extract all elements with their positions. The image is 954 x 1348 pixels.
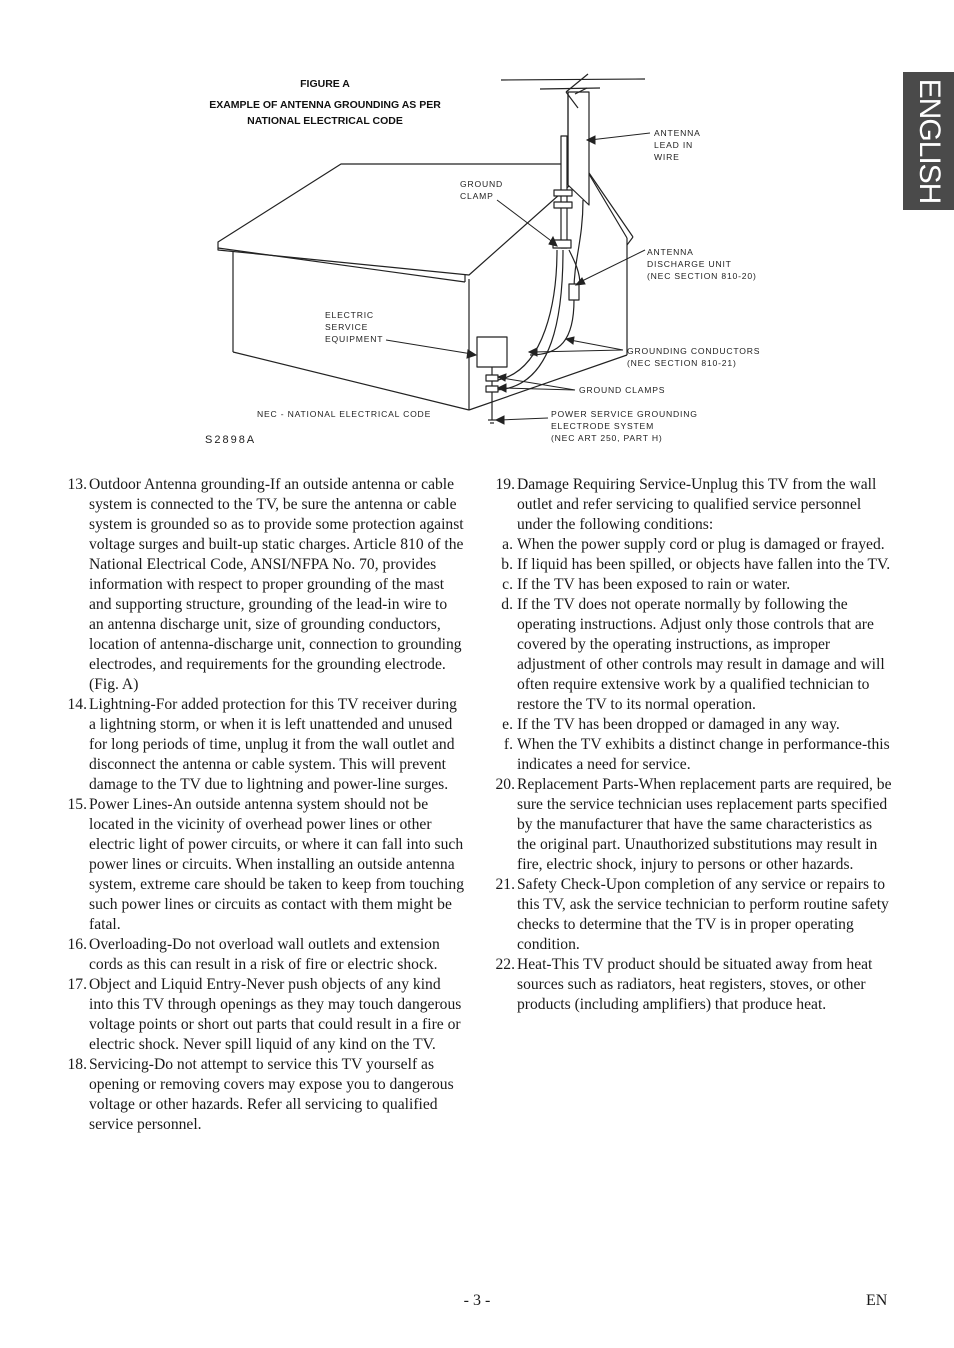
sub-item-text: If liquid has been spilled, or objects have fallen into the TV. bbox=[517, 556, 891, 573]
item-number: 21. bbox=[495, 876, 515, 893]
item-text: Damage Requiring Service-Unplug this TV from the wall outlet and refer servicing to qualified service personnel under the following conditions: bbox=[517, 476, 877, 533]
item-number: 16. bbox=[67, 936, 87, 953]
label-antenna-discharge-unit: ANTENNA DISCHARGE UNIT (NEC SECTION 810-20) bbox=[647, 247, 757, 281]
list-item bbox=[60, 975, 465, 1055]
list-item bbox=[60, 1055, 465, 1135]
item-text: Lightning-For added protection for this TV receiver during a lightning storm, or when it is left unattended and unused for long periods of time, unplug it from the wall outlet and disconnect the antenna or cable system. This will prevent damage to the TV due to lightning and power-line surges. bbox=[89, 696, 457, 793]
sub-item-text: If the TV has been exposed to rain or water. bbox=[517, 576, 791, 593]
item-number: 18. bbox=[67, 1056, 87, 1073]
item-number: 17. bbox=[67, 976, 87, 993]
language-tab bbox=[903, 72, 954, 210]
item-text: Overloading-Do not overload wall outlets and extension cords as this can result in a risk of fire or electric shock. bbox=[89, 936, 440, 973]
item-text: Outdoor Antenna grounding-If an outside antenna or cable system is connected to the TV, be sure the antenna or cable system is grounded so as to provide some protection against voltage surges and built-up static charges. Article 810 of the National Electrical Code, ANSI/NFPA No. 70, provides information with respect to proper grounding of the mast and supporting structure, grounding of the lead-in wire to an antenna discharge unit, size of grounding conductors, location of antenna-discharge unit, connection to grounding electrodes, and requirements for the grounding electrode. (Fig. A) bbox=[89, 476, 464, 693]
label-ground-clamps: GROUND CLAMPS bbox=[579, 385, 666, 395]
sub-item bbox=[488, 595, 893, 715]
item-number: 15. bbox=[67, 796, 87, 813]
sub-item-letter: e. bbox=[502, 716, 513, 733]
list-item bbox=[488, 775, 893, 875]
sub-item-text: When the TV exhibits a distinct change in performance-this indicates a need for service. bbox=[517, 736, 890, 773]
sub-item-text: If the TV does not operate normally by following the operating instructions. Adjust only those controls that are covered by the operating instructions, as improper adjustment of other controls may result in damage and will often require extensive work by a qualified technician to restore the TV to its normal operation. bbox=[517, 596, 885, 713]
sub-item-letter: a. bbox=[502, 536, 513, 553]
item-text: Heat-This TV product should be situated away from heat sources such as radiators, heat registers, stoves, or other products (including amplifiers) that produce heat. bbox=[517, 956, 873, 1013]
label-electric-service-equipment: ELECTRIC SERVICE EQUIPMENT bbox=[325, 310, 384, 344]
sub-item-letter: d. bbox=[501, 596, 513, 613]
figure-code: S2898A bbox=[205, 434, 257, 446]
list-item bbox=[60, 475, 465, 695]
page-number: - 3 - bbox=[463, 1292, 491, 1309]
label-antenna-lead-in-wire: ANTENNA LEAD IN WIRE bbox=[654, 128, 701, 162]
sub-item-letter: f. bbox=[503, 736, 513, 753]
right-column bbox=[488, 475, 893, 1015]
figure-subtitle-line1: EXAMPLE OF ANTENNA GROUNDING AS PER bbox=[209, 99, 441, 111]
label-ground-clamp: GROUND CLAMP bbox=[460, 179, 503, 201]
sub-item bbox=[488, 715, 893, 735]
item-number: 22. bbox=[495, 956, 515, 973]
sub-item-letter: b. bbox=[501, 556, 513, 573]
item-number: 13. bbox=[67, 476, 87, 493]
list-item bbox=[60, 695, 465, 795]
item-number: 14. bbox=[67, 696, 87, 713]
language-code: EN bbox=[866, 1292, 888, 1309]
figure-subtitle-line2: NATIONAL ELECTRICAL CODE bbox=[247, 115, 403, 127]
sub-item bbox=[488, 735, 893, 775]
sub-item-text: If the TV has been dropped or damaged in any way. bbox=[517, 716, 840, 733]
figure-subtitle bbox=[180, 97, 470, 129]
list-item bbox=[488, 875, 893, 955]
list-item bbox=[488, 955, 893, 1015]
list-item bbox=[60, 935, 465, 975]
antenna-grounding-diagram bbox=[0, 0, 954, 470]
item-text: Safety Check-Upon completion of any service or repairs to this TV, ask the service technician to perform routine safety checks to determine that the TV is in proper operating condition. bbox=[517, 876, 889, 953]
list-item bbox=[60, 795, 465, 935]
sub-item bbox=[488, 555, 893, 575]
label-power-service-grounding: POWER SERVICE GROUNDING ELECTRODE SYSTEM (NEC ART 250, PART H) bbox=[551, 409, 698, 443]
item-text: Power Lines-An outside antenna system should not be located in the vicinity of overhead power lines or other electric light of power circuits, or where it can fall into such power lines or circuits. When installing an outside antenna system, extreme care should be taken to keep from touching such power lines or circuits as contact with them might be fatal. bbox=[89, 796, 464, 933]
sub-item-text: When the power supply cord or plug is damaged or frayed. bbox=[517, 536, 885, 553]
item-text: Servicing-Do not attempt to service this TV yourself as opening or removing covers may expose you to dangerous voltage or other hazards. Refer all servicing to qualified service personnel. bbox=[89, 1056, 454, 1133]
item-number: 20. bbox=[495, 776, 515, 793]
figure-caption: FIGURE A bbox=[300, 78, 350, 90]
label-nec: NEC - NATIONAL ELECTRICAL CODE bbox=[257, 409, 432, 419]
left-column bbox=[60, 475, 465, 1135]
sub-item bbox=[488, 535, 893, 555]
language-tab-label: ENGLISH bbox=[912, 78, 946, 204]
list-item bbox=[488, 475, 893, 535]
label-grounding-conductors: GROUNDING CONDUCTORS (NEC SECTION 810-21) bbox=[627, 346, 761, 368]
item-number: 19. bbox=[495, 476, 515, 493]
item-text: Replacement Parts-When replacement parts are required, be sure the service technician uses replacement parts specified by the manufacturer that have the same characteristics as the original part. Unauthorized substitutions may result in fire, electric shock, injury to persons or other hazards. bbox=[517, 776, 892, 873]
sub-item bbox=[488, 575, 893, 595]
item-text: Object and Liquid Entry-Never push objects of any kind into this TV through openings as they may touch dangerous voltage points or short out parts that could result in a fire or electric shock. Never spill liquid of any kind on the TV. bbox=[89, 976, 462, 1053]
sub-item-letter: c. bbox=[502, 576, 513, 593]
